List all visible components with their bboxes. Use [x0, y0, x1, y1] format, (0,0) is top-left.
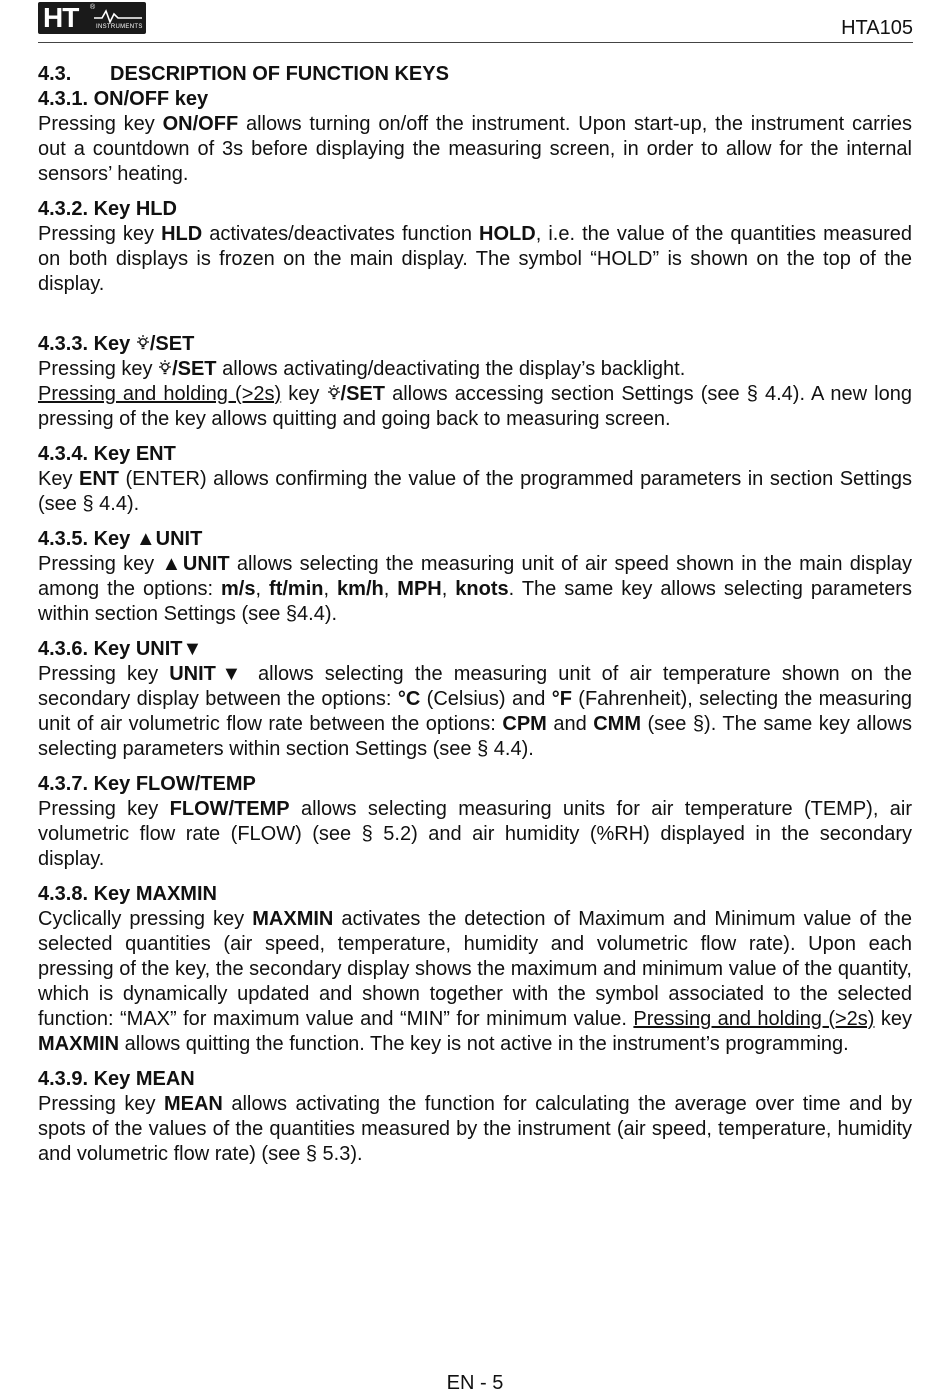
heading-set: 4.3.3. Key /SET — [38, 333, 195, 355]
paragraph-unit-down: Pressing key UNIT▼ allows selecting the measuring unit of air temperature shown on the secondary display between the options: °C (Celsius) and °F (Fahrenheit), selecting the measuring unit of air volumetric flow rate between the options: CPM and CMM (see §). The same key allows selecting parameters within section Settings (see § 4.4). — [38, 663, 913, 760]
heading-ent: 4.3.4. Key ENT — [38, 443, 176, 465]
model-name: HTA105 — [841, 17, 913, 39]
logo-mark: HT — [43, 2, 79, 33]
section-ent — [38, 442, 912, 517]
heading-mean: 4.3.9. Key MEAN — [38, 1068, 195, 1090]
heading-hld: 4.3.2. Key HLD — [38, 198, 177, 220]
heading-on-off: 4.3.1. ON/OFF key — [38, 88, 209, 110]
section-on-off — [38, 87, 912, 187]
ht-instruments-logo — [38, 2, 146, 34]
paragraph-hld: Pressing key HLD activates/deactivates function HOLD, i.e. the value of the quantities measured on both displays is frozen on the main display. The symbol “HOLD” is shown on the top of the display. — [38, 223, 912, 295]
paragraph-mean: Pressing key MEAN allows activating the function for calculating the average over time and by spots of the values of the quantities measured by the instrument (air speed, temperature, humidity and volumetric flow rate) (see § 5.3). — [38, 1093, 912, 1165]
section-mean — [38, 1067, 912, 1167]
section-unit-down — [38, 637, 912, 762]
paragraph-on-off: Pressing key ON/OFF allows turning on/off the instrument. Upon start-up, the instrument carries out a countdown of 3s before displaying the measuring screen, in order to allow for the internal sensors’ heating. — [38, 113, 912, 185]
logo-registered: ® — [90, 4, 96, 11]
paragraph-set-2: Pressing and holding (>2s) key /SET allows accessing section Settings (see § 4.4). A new long pressing of the key allows quitting and going back to measuring screen. — [38, 383, 912, 430]
section-title: 4.3. DESCRIPTION OF FUNCTION KEYS — [38, 63, 449, 85]
section-set — [38, 332, 912, 432]
section-flow-temp — [38, 772, 912, 872]
section-maxmin — [38, 882, 912, 1057]
paragraph-flow-temp: Pressing key FLOW/TEMP allows selecting measuring units for air temperature (TEMP), air volumetric flow rate (FLOW) (see § 5.2) and air humidity (%RH) displayed in the secondary display. — [38, 798, 912, 870]
paragraph-maxmin: Cyclically pressing key MAXMIN activates the detection of Maximum and Minimum value of the selected quantities (air speed, temperature, humidity and volumetric flow rate). Upon each pressing of the key, the secondary display shows the maximum and minimum value of the quantity, which is dynamically updated and shown together with the symbol associated to the selected function: “MAX” for maximum value and “MIN” for minimum value. Pressing and holding (>2s) key MAXMIN allows quitting the function. The key is not active in the instrument’s programming. — [38, 908, 913, 1055]
heading-maxmin: 4.3.8. Key MAXMIN — [38, 883, 217, 905]
paragraph-unit-up: Pressing key ▲UNIT allows selecting the measuring unit of air speed shown in the main display among the options: m/s, ft/min, km/h, MPH, knots. The same key allows selecting parameters within section Settings (see §4.4). — [38, 553, 912, 625]
backlight-icon — [136, 334, 150, 352]
backlight-icon — [327, 384, 341, 402]
page-number: EN - 5 — [446, 1372, 504, 1394]
page-content — [38, 62, 912, 1167]
heading-unit-up: 4.3.5. Key ▲UNIT — [38, 528, 203, 550]
waveform-icon — [94, 8, 142, 24]
heading-unit-down: 4.3.6. Key UNIT▼ — [38, 638, 203, 660]
paragraph-ent: Key ENT (ENTER) allows confirming the value of the programmed parameters in section Settings (see § 4.4). — [38, 468, 912, 515]
heading-flow-temp: 4.3.7. Key FLOW/TEMP — [38, 773, 256, 795]
page-header — [38, 0, 913, 43]
paragraph-set-1: Pressing key /SET allows activating/deactivating the display’s backlight. — [38, 358, 686, 380]
section-unit-up — [38, 527, 912, 627]
section-hld — [38, 197, 912, 297]
logo-subtext: INSTRUMENTS — [96, 24, 143, 30]
backlight-icon — [158, 359, 172, 377]
